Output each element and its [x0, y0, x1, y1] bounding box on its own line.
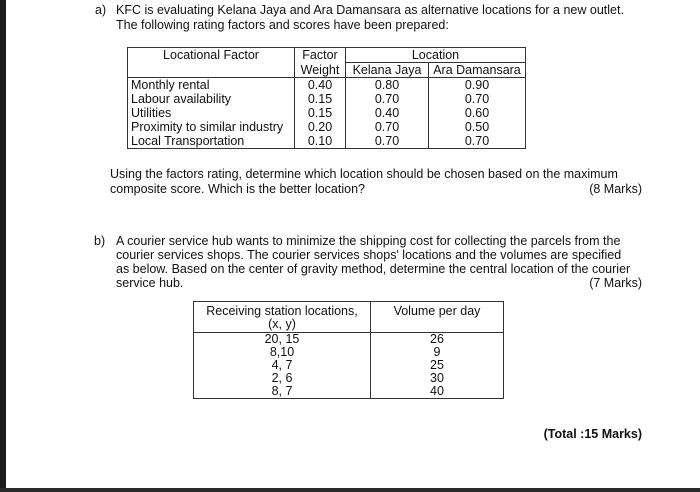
part-b-marks: (7 Marks) [589, 276, 642, 290]
part-a-label: a) [95, 3, 107, 17]
station-volume: 40 [371, 385, 504, 399]
part-a-question-line2: composite score. Which is the better location? [110, 182, 365, 196]
station-volume: 30 [371, 372, 504, 385]
station-volume: 26 [371, 333, 504, 347]
factor-weight: 0.20 [295, 120, 346, 134]
factor-weight: 0.40 [295, 78, 346, 93]
factor-weight: 0.15 [295, 106, 346, 120]
header-locations-line2: (x, y) [268, 317, 296, 331]
header-blank-cell [128, 63, 295, 78]
header-location: Location [346, 48, 526, 63]
kelana-jaya-score: 0.70 [346, 134, 429, 149]
rating-factors-table [127, 47, 526, 149]
station-location: 2, 6 [194, 372, 371, 385]
table-row [128, 106, 526, 120]
factor-name: Local Transportation [128, 134, 295, 149]
table-row [194, 359, 504, 372]
part-b-line4: service hub. [116, 276, 184, 290]
table-subheader-row [128, 63, 526, 78]
factor-name: Labour availability [128, 92, 295, 106]
part-a-question-line1: Using the factors rating, determine which location should be chosen based on the maximum [110, 167, 618, 181]
station-location: 8,10 [194, 346, 371, 359]
ara-damansara-score: 0.50 [429, 120, 526, 134]
ara-damansara-score: 0.60 [429, 106, 526, 120]
table-row [128, 92, 526, 106]
part-b-line1: A courier service hub wants to minimize the shipping cost for collecting the parcels from the [116, 234, 621, 248]
header-volume-per-day: Volume per day [371, 302, 504, 333]
station-location: 4, 7 [194, 359, 371, 372]
part-b-label: b) [94, 234, 106, 248]
table-row [194, 346, 504, 359]
table-row [194, 333, 504, 347]
factor-weight: 0.15 [295, 92, 346, 106]
table-row [194, 372, 504, 385]
table-row [194, 385, 504, 399]
part-b-line2: courier services shops. The courier services shops' locations and the volumes are specified [116, 248, 622, 262]
station-location: 20, 15 [194, 333, 371, 347]
table-row [128, 78, 526, 93]
kelana-jaya-score: 0.40 [346, 106, 429, 120]
ara-damansara-score: 0.90 [429, 78, 526, 93]
page-edge-left [0, 0, 6, 492]
total-marks: (Total :15 Marks) [543, 427, 642, 441]
kelana-jaya-score: 0.70 [346, 120, 429, 134]
page-edge-bottom [0, 488, 700, 492]
station-volume: 25 [371, 359, 504, 372]
table-header-row [128, 48, 526, 63]
station-volume: 9 [371, 346, 504, 359]
header-locational-factor: Locational Factor [128, 48, 295, 63]
header-kelana-jaya: Kelana Jaya [346, 63, 429, 78]
receiving-stations-table [193, 301, 504, 399]
station-location: 8, 7 [194, 385, 371, 399]
part-a-intro-line1: KFC is evaluating Kelana Jaya and Ara Damansara as alternative locations for a new outlet. [116, 3, 624, 17]
header-weight: Weight [295, 63, 346, 78]
factor-name: Utilities [128, 106, 295, 120]
table-row [128, 120, 526, 134]
table-row [128, 134, 526, 149]
factor-name: Monthly rental [128, 78, 295, 93]
kelana-jaya-score: 0.70 [346, 92, 429, 106]
part-b-line3: as below. Based on the center of gravity method, determine the central location of the courier [116, 262, 631, 276]
ara-damansara-score: 0.70 [429, 134, 526, 149]
header-ara-damansara: Ara Damansara [429, 63, 526, 78]
ara-damansara-score: 0.70 [429, 92, 526, 106]
kelana-jaya-score: 0.80 [346, 78, 429, 93]
part-a-intro-line2: The following rating factors and scores have been prepared: [116, 18, 449, 32]
header-factor: Factor [295, 48, 346, 63]
factor-name: Proximity to similar industry [128, 120, 295, 134]
factor-weight: 0.10 [295, 134, 346, 149]
part-a-marks: (8 Marks) [589, 182, 642, 196]
table-header-row [194, 302, 504, 333]
header-locations-line1: Receiving station locations, [206, 304, 358, 318]
header-receiving-locations [194, 302, 371, 333]
